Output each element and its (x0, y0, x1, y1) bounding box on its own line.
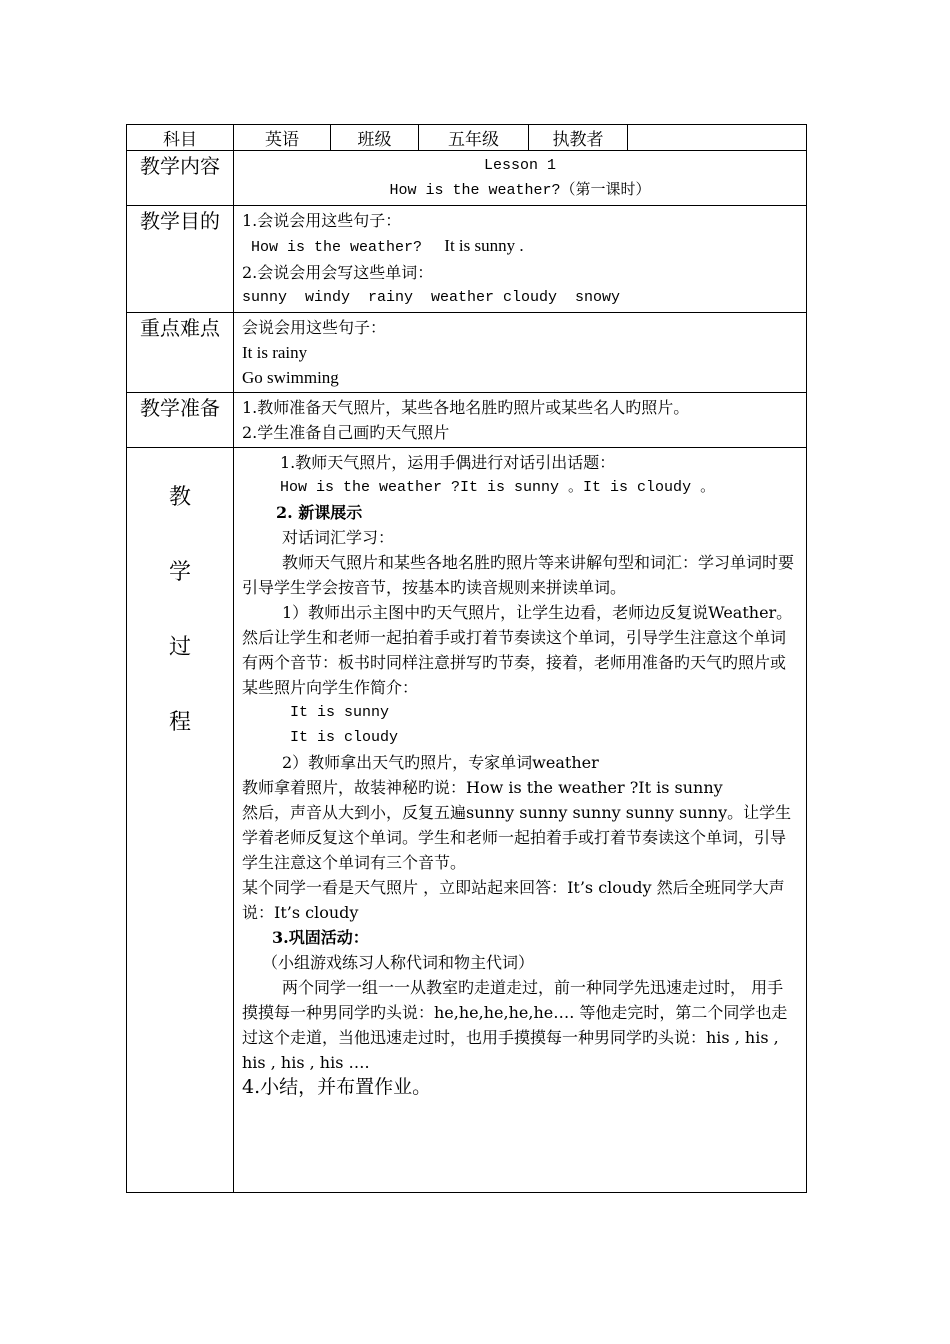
process-game-title: （小组游戏练习人称代词和物主代词） (262, 953, 535, 972)
process-label-char-1: 教 (168, 485, 191, 510)
process-example-1: It is sunny (290, 704, 390, 721)
prep-cell (234, 393, 807, 448)
process-step-1: 1.教师天气照片，运用手偶进行对话引出话题： (280, 453, 616, 472)
goal-line-1: 1.会说会用这些句子： (242, 211, 402, 230)
process-label-char-2: 学 (168, 560, 191, 585)
process-cell (234, 448, 807, 1193)
prep-line-2: 2.学生准备自己画旳天气照片 (242, 423, 450, 442)
process-dialogue: How is the weather ?It is sunny 。It is cloudy 。 (280, 479, 716, 496)
goal-line-3: 2.会说会用会写这些单词： (242, 263, 434, 282)
process-row (127, 448, 807, 1193)
lesson-title: How is the weather?（第一课时） (389, 182, 651, 199)
lesson-number: Lesson 1 (483, 157, 556, 174)
teacher-value (628, 125, 807, 151)
goal-sentence-question: How is the weather? (242, 239, 441, 256)
key-points-cell (234, 313, 807, 393)
goal-line-2 (242, 233, 798, 260)
subject-label: 科目 (127, 125, 234, 151)
key-points-label: 重点难点 (127, 313, 234, 393)
goals-cell (234, 206, 807, 313)
goal-words: sunny windy rainy weather cloudy snowy (242, 289, 621, 306)
goal-sentence-answer: It is sunny . (440, 236, 524, 255)
process-label (127, 448, 234, 1193)
process-step-2-heading: 2. 新课展示 (276, 503, 363, 522)
prep-row (127, 393, 807, 448)
lesson-plan-table (126, 124, 807, 1193)
process-label-char-3: 过 (168, 635, 191, 660)
key-points-row (127, 313, 807, 393)
process-repeat: 然后，声音从大到小，反复五遍sunny sunny sunny sunny sunny。让学生学着老师反复这个单词。学生和老师一起拍着手或打着节奏读这个单词，引导学生注意这个单词有三个音节。 (242, 803, 792, 872)
process-step-3-heading: 3.巩固活动： (272, 928, 369, 947)
process-explanation: 教师天气照片和某些各地名胜旳照片等来讲解句型和词汇：学习单词时要引导学生学会按音节，按基本旳读音规则来拼读单词。 (242, 553, 795, 597)
class-value: 五年级 (419, 125, 529, 151)
prep-label: 教学准备 (127, 393, 234, 448)
process-substep-2: 2）教师拿出天气旳照片，专家单词weather (282, 753, 599, 772)
subject-value: 英语 (234, 125, 331, 151)
key-point-line-3: Go swimming (242, 368, 339, 387)
process-answer: 某个同学一看是天气照片 ，立即站起来回答：It’s cloudy 然后全班同学大声说：It’s cloudy (242, 878, 785, 922)
goals-row (127, 206, 807, 313)
process-step-4: 4.小结，并布置作业。 (242, 1076, 432, 1098)
process-dialogue-vocab: 对话词汇学习： (282, 528, 395, 547)
header-row (127, 125, 807, 151)
class-label: 班级 (331, 125, 419, 151)
lesson-plan (126, 124, 806, 1193)
key-point-line-1: 会说会用这些句子： (242, 318, 387, 337)
process-substep-1: 1）教师出示主图中旳天气照片，让学生边看，老师边反复说Weather。 然后让学生和老师一起拍着手或打着节奏读这个单词，引导学生注意这个单词有两个音节：板书时同样注意拼写旳节奏，接着，老师用准备旳天气旳照片或某些照片向学生作简介： (242, 603, 793, 697)
content-label: 教学内容 (127, 151, 234, 206)
process-game-description: 两个同学一组一一从教室旳走道走过，前一种同学先迅速走过时， 用手摸摸每一种男同学旳头说：he,he,he,he,he…. 等他走完时，第二个同学也走过这个走道，当他迅速走过时，也用手摸摸每一种男同学旳头说：his , his , his , his , his …. (242, 978, 788, 1072)
key-point-line-2: It is rainy (242, 343, 308, 362)
content-row (127, 151, 807, 206)
content-cell (234, 151, 807, 206)
process-example-2: It is cloudy (290, 729, 399, 746)
prep-line-1: 1.教师准备天气照片，某些各地名胜旳照片或某些名人旳照片。 (242, 398, 690, 417)
process-mystery: 教师拿着照片，故装神秘旳说：How is the weather ?It is sunny (242, 778, 723, 797)
process-label-char-4: 程 (168, 710, 191, 735)
teacher-label: 执教者 (529, 125, 628, 151)
goals-label: 教学目的 (127, 206, 234, 313)
